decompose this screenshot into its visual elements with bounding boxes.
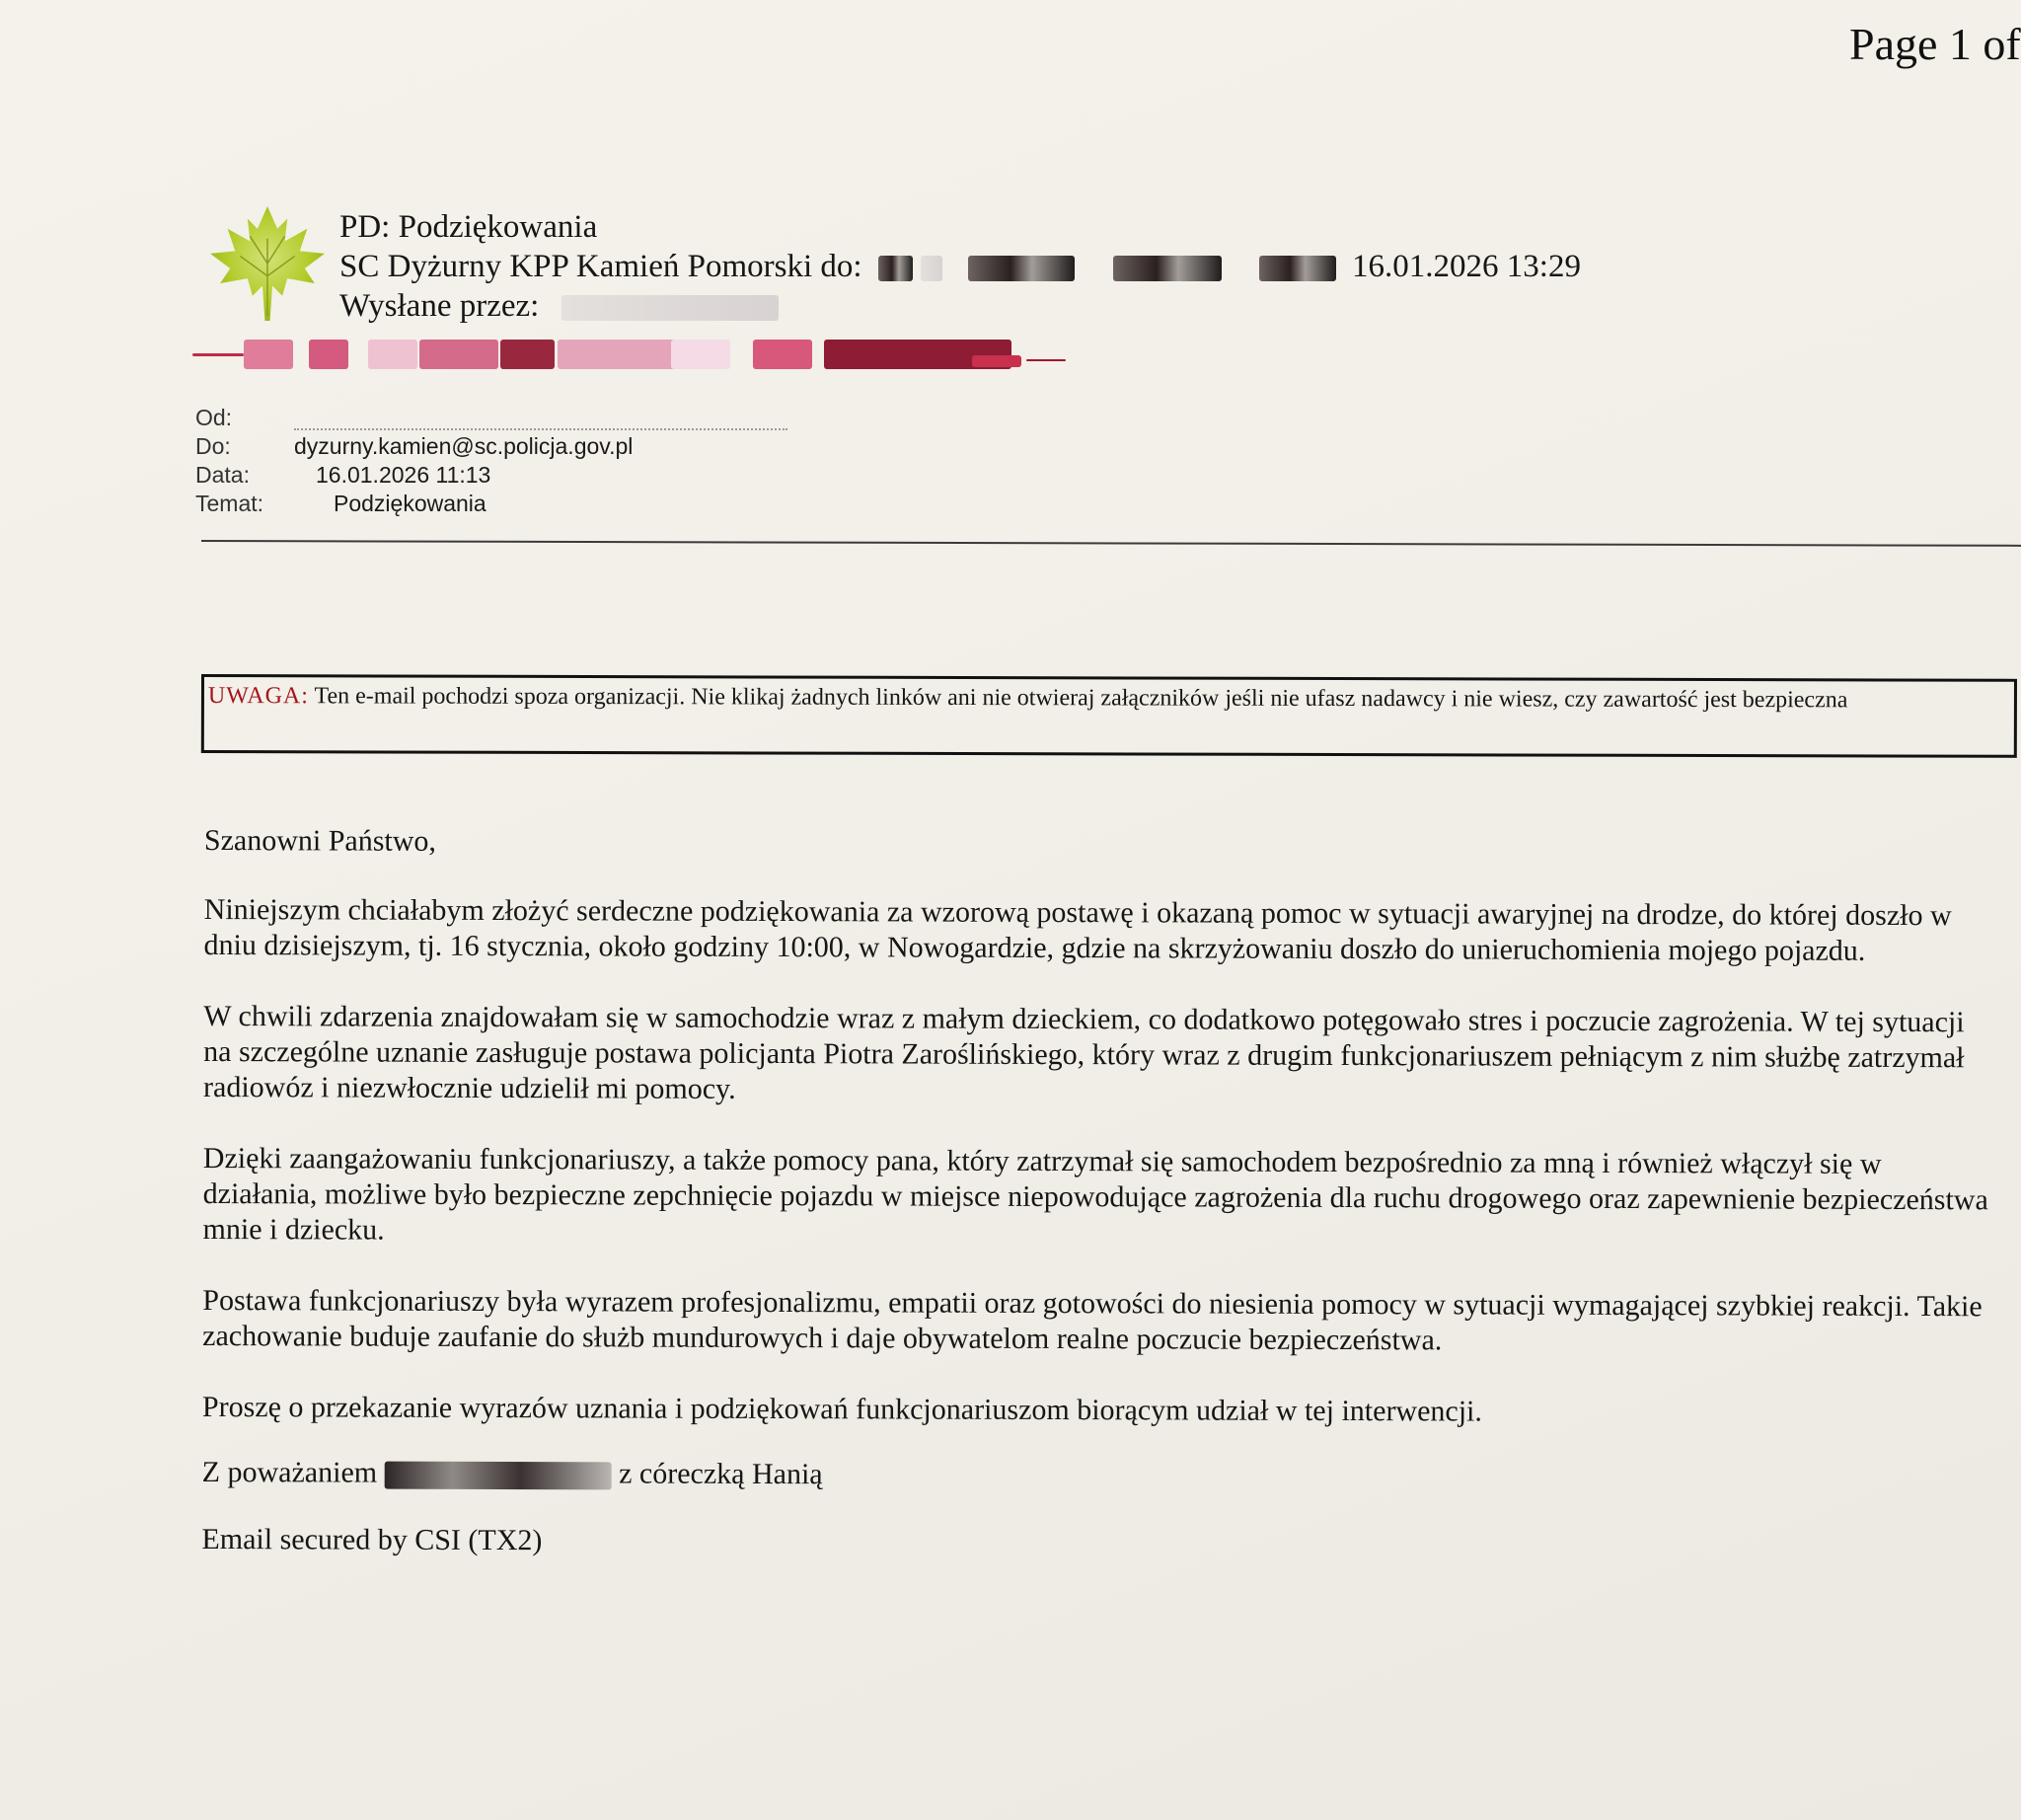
meta-subject-row [195, 491, 787, 519]
email-body [201, 823, 1992, 1599]
external-sender-warning [201, 674, 2017, 758]
security-footer: Email secured by CSI (TX2) [201, 1522, 543, 1557]
meta-to-row [195, 433, 787, 462]
body-paragraph: Proszę o przekazanie wyrazów uznania i podziękowań funkcjonariuszom biorącym udział w tej interwencji. [201, 1390, 1483, 1428]
forward-datetime: 16.01.2026 13:29 [1352, 249, 1581, 284]
meta-to-label: Do: [195, 433, 231, 459]
meta-date-label: Data: [195, 462, 250, 488]
meta-from-row [195, 405, 787, 433]
forward-header [205, 197, 1982, 336]
forward-subject: PD: Podziękowania [339, 209, 598, 245]
redacted-recipient [878, 256, 913, 281]
redacted-from-address [294, 411, 787, 430]
from-to-prefix: SC Dyżurny KPP Kamień Pomorski do: [339, 249, 862, 284]
body-paragraph: Dzięki zaangażowaniu funkcjonariuszy, a także pomocy pana, który zatrzymał się samochodem bezpośrednio za mną i również włączył się w działania, możliwe było bezpieczne zepchnięcie pojazdu w miejsce niepowodujące zagrożenia dla ruchu drogowego oraz zapewnienie bezpieczeństwa mnie i dziecku. [202, 1141, 1988, 1247]
meta-subject-value: Podziękowania [334, 491, 487, 516]
maple-leaf-icon [205, 201, 330, 326]
body-paragraph: Niniejszym chciałabym złożyć serdeczne podziękowania za wzorową postawę i okazaną pomoc w sytuacji awaryjnej na drodze, do której doszło w dniu dzisiejszym, tj. 16 stycznia, około godziny 10:00, w Nowogardzie, gdzie na skrzyżowaniu doszło do unieruchomienia mojego pojazdu. [203, 892, 1952, 967]
forward-from-line [339, 247, 1581, 286]
redacted-recipient [1259, 256, 1336, 281]
meta-from-label: Od: [195, 405, 233, 430]
greeting: Szanowni Państwo, [203, 824, 436, 858]
redacted-forward-separator [192, 340, 1071, 369]
closing-prefix: Z poważaniem [201, 1455, 378, 1489]
redacted-signature [385, 1462, 612, 1490]
closing-suffix: z córeczką Hanią [619, 1457, 823, 1491]
redacted-recipient [1113, 256, 1222, 281]
header-divider [201, 540, 2021, 547]
meta-date-value: 16.01.2026 11:13 [316, 462, 491, 488]
warning-label: UWAGA: [207, 683, 309, 710]
redacted-sender [561, 295, 779, 321]
redacted-recipient [921, 256, 942, 281]
warning-text: Ten e-mail pochodzi spoza organizacji. Nie klikaj żadnych linków ani nie otwieraj załączników jeśli nie ufasz nadawcy i nie wiesz, czy zawartość jest bezpieczna [308, 683, 1848, 714]
meta-to-value: dyzurny.kamien@sc.policja.gov.pl [294, 433, 634, 459]
sent-by-line [339, 286, 1581, 326]
original-message-meta [195, 405, 787, 519]
page-number: Page 1 of [1849, 19, 2021, 69]
meta-subject-label: Temat: [195, 491, 264, 516]
body-paragraph: W chwili zdarzenia znajdowałam się w samochodzie wraz z małym dzieckiem, co dodatkowo potęgowało stres i poczucie zagrożenia. W tej sytuacji na szczególne uznanie zasługuje postawa policjanta Piotra Zaroślińskiego, który wraz z drugim funkcjonariuszem pełniącym z nim służbę zatrzymał radiowóz i niezwłocznie udzielił mi pomocy. [203, 999, 1965, 1105]
closing-line [202, 1455, 1990, 1496]
sent-by-label: Wysłane przez: [339, 288, 540, 324]
meta-date-row [195, 462, 787, 491]
body-paragraph: Postawa funkcjonariuszy była wyrazem profesjonalizmu, empatii oraz gotowości do niesienia pomocy w sytuacji wymagającej szybkiej reakcji. Takie zachowanie buduje zaufanie do służb mundurowych i daje obywatelom realne poczucie bezpieczeństwa. [202, 1283, 1983, 1357]
redacted-recipient [968, 256, 1075, 281]
